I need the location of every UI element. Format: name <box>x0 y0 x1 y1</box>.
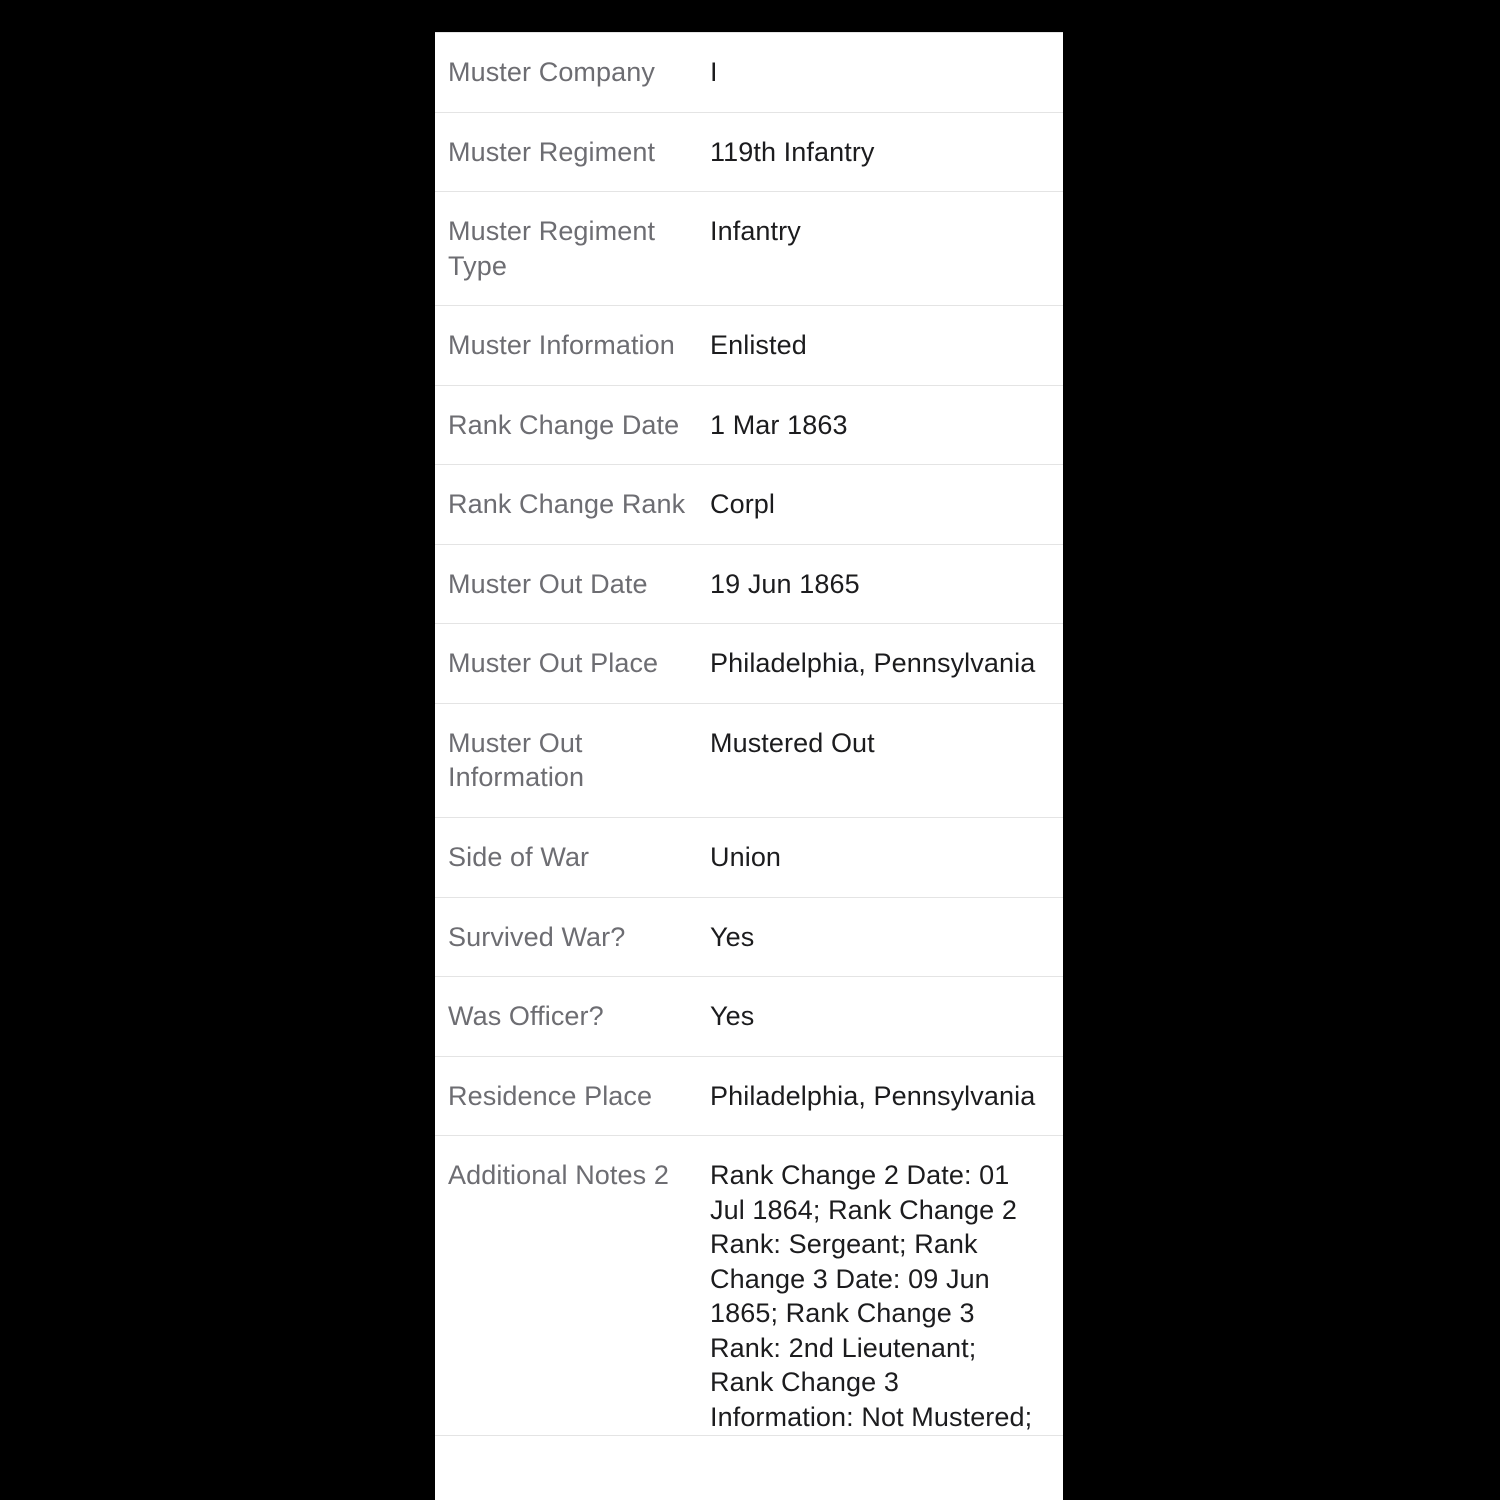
row-label: Residence Place <box>448 1080 653 1111</box>
table-row <box>435 544 1063 624</box>
row-value: Corpl <box>710 489 776 520</box>
row-value: 1 Mar 1863 <box>710 409 848 440</box>
row-value: Enlisted <box>710 330 807 361</box>
row-label: Rank Change Date <box>448 409 680 440</box>
table-row <box>435 897 1063 977</box>
row-label: Muster Information <box>448 330 675 361</box>
row-value: Union <box>710 842 782 873</box>
row-value: Rank Change 2 Date: 01 Jul 1864; Rank Change 2 Rank: Sergeant; Rank Change 3 Date: 09 Jun 1865; Rank Change 3 Rank: 2nd Lieutenant; Rank Change 3 Information: Not Mustered; <box>710 1160 1033 1433</box>
row-label: Was Officer? <box>448 1001 604 1032</box>
row-value: Philadelphia, Pennsylvania <box>710 1080 1036 1111</box>
row-label: Muster Out Information <box>448 727 585 793</box>
table-row <box>435 33 1063 113</box>
row-value: Infantry <box>710 216 801 247</box>
row-value: Yes <box>710 921 755 952</box>
row-label: Muster Company <box>448 57 655 87</box>
table-row <box>435 1056 1063 1136</box>
row-value: I <box>710 57 718 87</box>
table-row <box>435 624 1063 704</box>
table-row <box>435 818 1063 898</box>
row-value: Mustered Out <box>710 727 875 758</box>
row-label: Muster Out Date <box>448 568 648 599</box>
table-row <box>435 703 1063 817</box>
row-value: Philadelphia, Pennsylvania <box>710 648 1036 679</box>
row-label: Muster Regiment Type <box>448 216 656 281</box>
table-row <box>435 465 1063 545</box>
row-label: Side of War <box>448 842 590 873</box>
row-value: 19 Jun 1865 <box>710 568 860 599</box>
row-label: Survived War? <box>448 921 626 952</box>
table-row <box>435 977 1063 1057</box>
table-row <box>435 192 1063 306</box>
table-row <box>435 112 1063 192</box>
record-table-body <box>435 33 1063 1436</box>
row-label: Rank Change Rank <box>448 489 686 520</box>
table-row <box>435 1136 1063 1435</box>
record-detail-table <box>435 32 1063 1436</box>
row-value: Yes <box>710 1001 755 1032</box>
table-row <box>435 306 1063 386</box>
row-label: Muster Regiment <box>448 136 656 167</box>
record-detail-panel <box>435 32 1063 1500</box>
row-label: Muster Out Place <box>448 648 659 679</box>
row-value: 119th Infantry <box>710 136 875 167</box>
table-row <box>435 385 1063 465</box>
row-label: Additional Notes 2 <box>448 1160 669 1191</box>
